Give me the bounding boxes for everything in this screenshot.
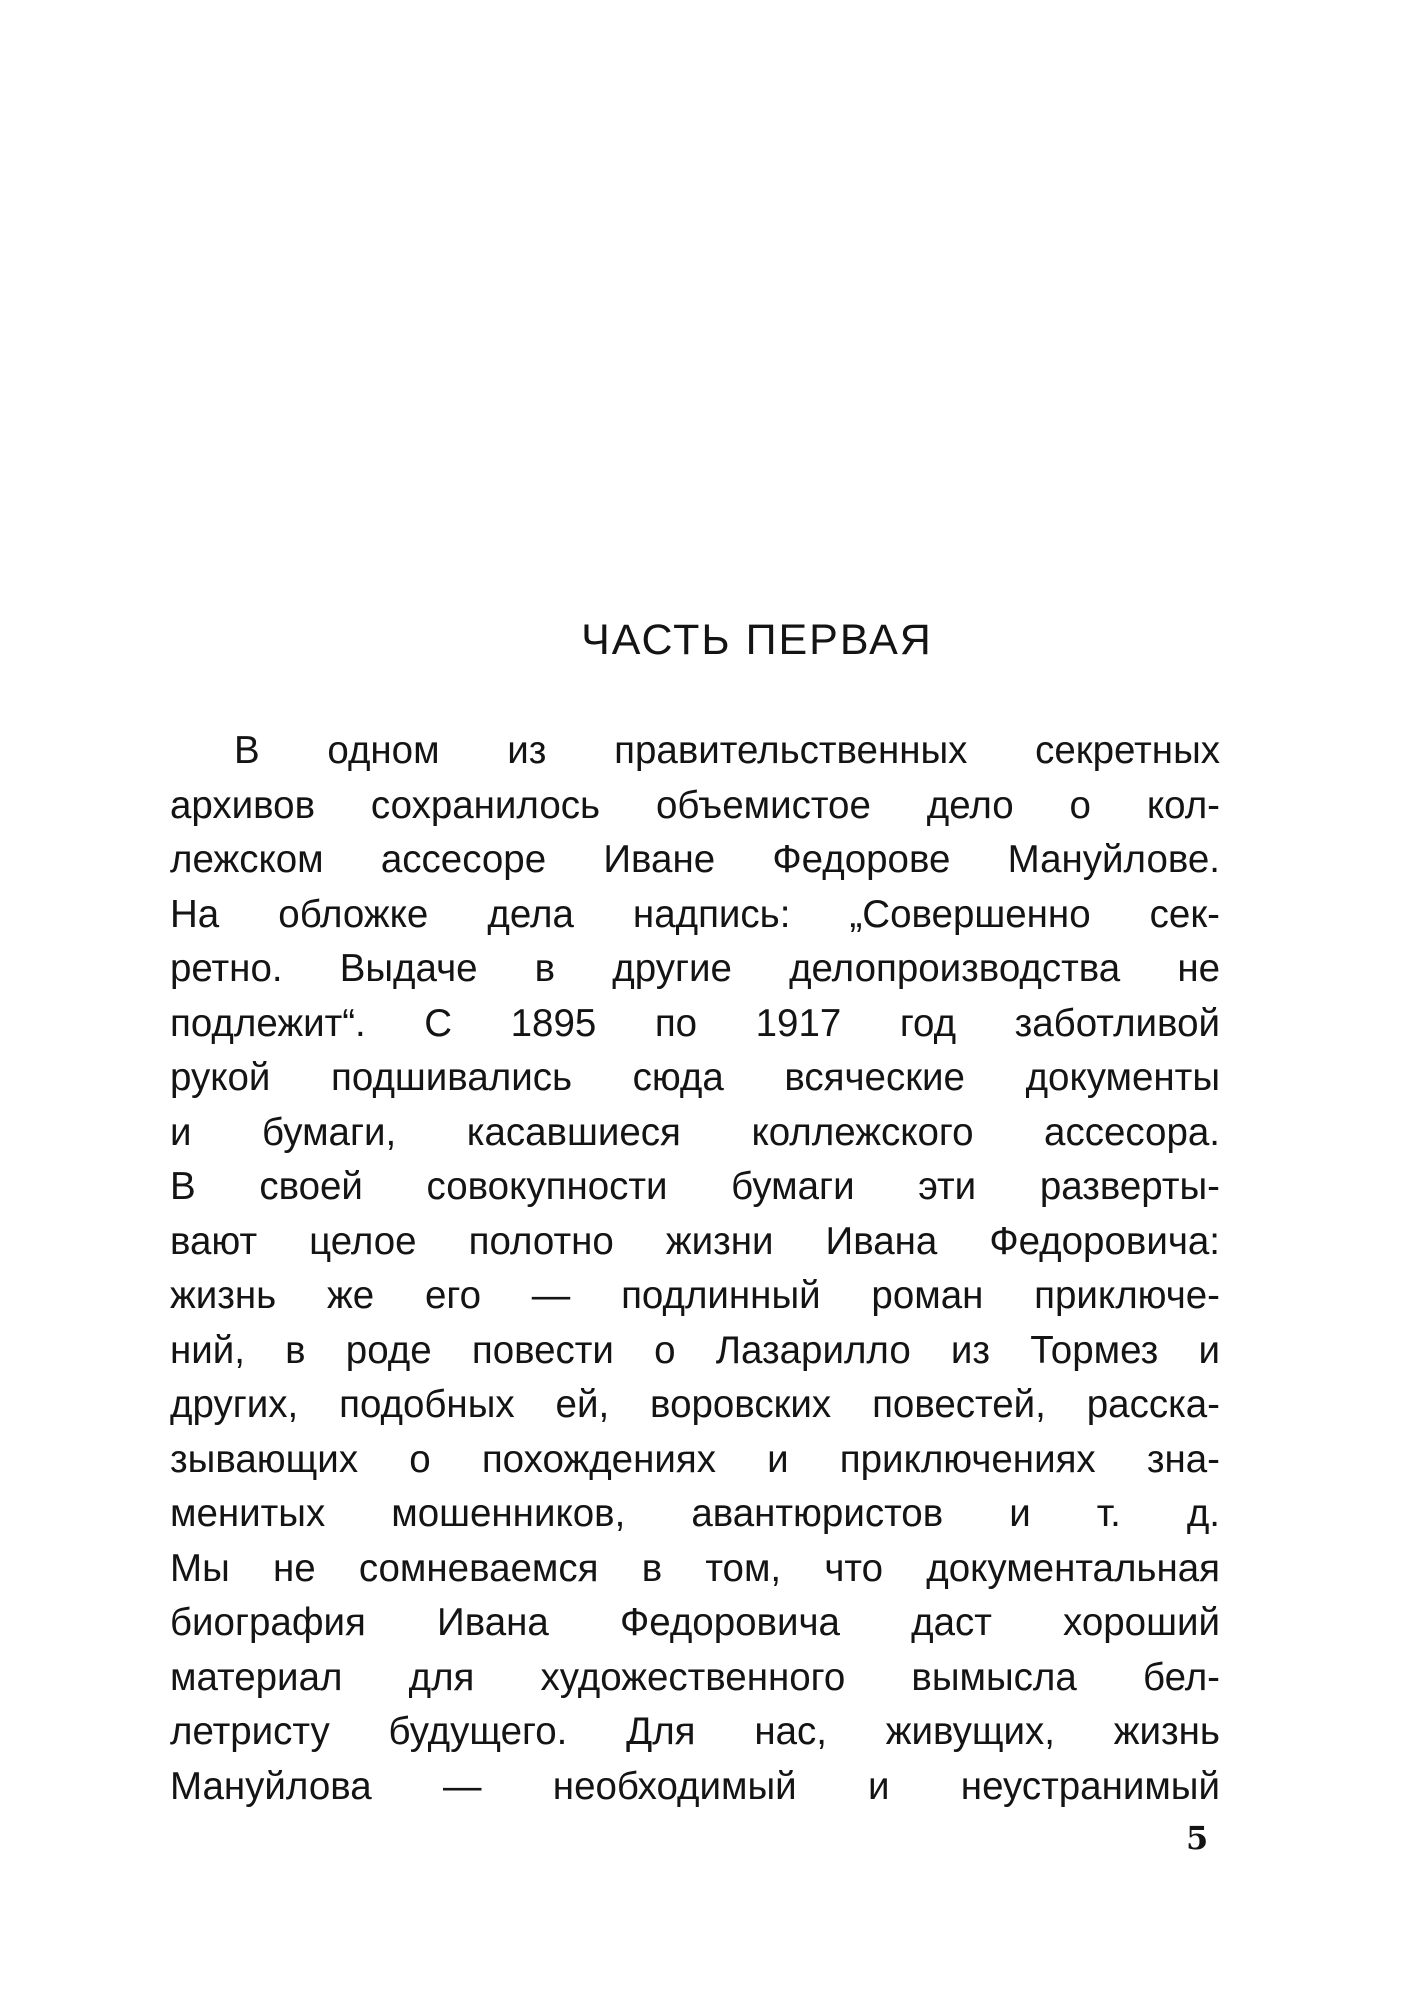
chapter-title: ЧАСТЬ ПЕРВАЯ xyxy=(581,616,933,664)
text-line: вают целое полотно жизни Ивана Федоровича: xyxy=(170,1219,1220,1263)
text-line: жизнь же его — подлинный роман приключе- xyxy=(170,1274,1220,1317)
text-line: ретно. Выдаче в другие делопроизводства не xyxy=(170,947,1220,990)
text-line: Мануйлова — необходимый и неустранимый xyxy=(170,1764,1220,1808)
text-line: рукой подшивались сюда всяческие документы xyxy=(170,1056,1220,1099)
text-line: зывающих о похождениях и приключениях зна- xyxy=(170,1437,1220,1481)
text-line: Мы не сомневаемся в том, что документальная xyxy=(170,1546,1220,1590)
text-line: менитых мошенников, авантюристов и т. д. xyxy=(170,1492,1220,1535)
text-line: На обложке дела надпись: „Совершенно сек- xyxy=(170,892,1220,936)
text-line: подлежит“. С 1895 по 1917 год заботливой xyxy=(170,1001,1220,1045)
text-line: и бумаги, касавшиеся коллежского ассесора. xyxy=(170,1110,1220,1154)
body-text xyxy=(170,724,1220,1814)
text-line: лежском ассесоре Иване Федорове Мануйлове. xyxy=(170,838,1220,881)
text-line: ний, в роде повести о Лазарилло из Тормез и xyxy=(170,1328,1220,1372)
text-line: летристу будущего. Для нас, живущих, жизнь xyxy=(170,1710,1220,1753)
text-line: В одном из правительственных секретных xyxy=(234,729,1220,772)
text-line: других, подобных ей, воровских повестей, расска- xyxy=(170,1383,1220,1426)
page-number: 5 xyxy=(1186,1819,1209,1857)
text-line: архивов сохранилось объемистое дело о кол- xyxy=(170,783,1220,827)
text-line: биография Ивана Федоровича даст хороший xyxy=(170,1601,1220,1644)
text-line: В своей совокупности бумаги эти разверты- xyxy=(170,1165,1220,1208)
text-line: материал для художественного вымысла бел- xyxy=(170,1655,1220,1699)
